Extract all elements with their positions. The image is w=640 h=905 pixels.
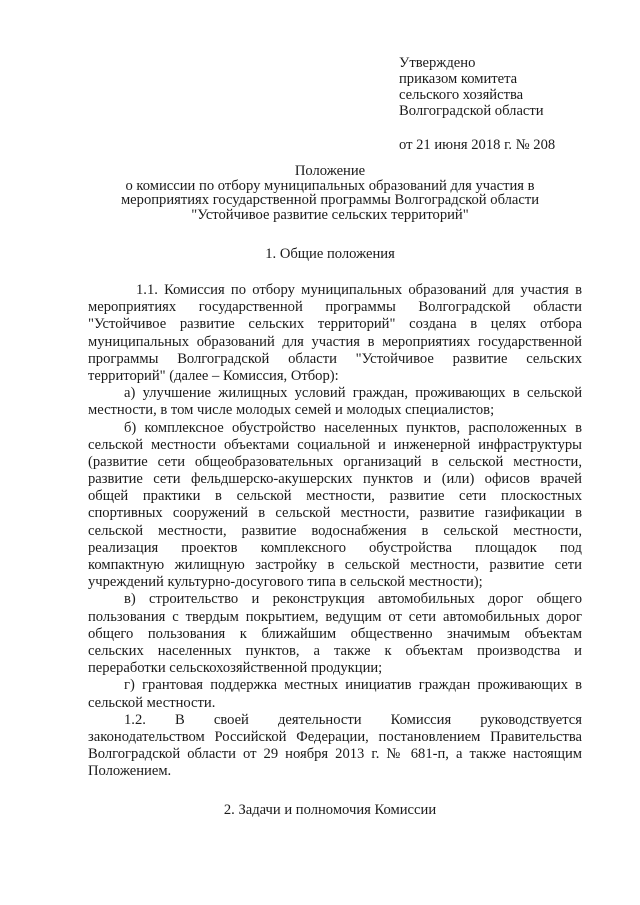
body-line: компактную жилищную застройку в сельской местности, развитие сети bbox=[88, 557, 582, 573]
body-line: муниципальных образований для участия в мероприятиях государственной bbox=[88, 333, 582, 350]
body-line: 1.2. В своей деятельности Комиссия руководствуется bbox=[124, 711, 582, 728]
body-line: б) комплексное обустройство населенных пунктов, расположенных в bbox=[124, 419, 582, 436]
body-line: общей практики в сельской местности, развитие сети плоскостных bbox=[88, 488, 582, 505]
body-line: развитие сети фельдшерско-акушерских пунктов и (или) офисов врачей bbox=[88, 471, 582, 488]
section-heading-general: 1. Общие положения bbox=[265, 246, 395, 262]
body-line: Волгоградской области от 29 ноября 2013 г. № 681-п, а также настоящим bbox=[88, 746, 582, 763]
body-line: а) улучшение жилищных условий граждан, проживающих в сельской bbox=[124, 385, 582, 402]
approval-line: сельского хозяйства bbox=[399, 87, 524, 103]
body-line: законодательством Российской Федерации, постановлением Правительства bbox=[88, 728, 582, 745]
body-line: Положением. bbox=[88, 763, 172, 780]
body-line: (развитие сети общеобразовательных организаций в сельской местности, bbox=[88, 453, 582, 470]
body-line: пользования с твердым покрытием, ведущим от сети автомобильных дорог bbox=[88, 608, 582, 625]
body-line: сельских населенных пунктов, а также к объектам производства и bbox=[88, 642, 582, 659]
body-line: учреждений культурно-досугового типа в сельской местности); bbox=[88, 574, 483, 591]
title-line: "Устойчивое развитие сельских территорий" bbox=[191, 206, 469, 223]
body-line: спортивных сооружений в сельской местности, развитие газификации в bbox=[88, 505, 582, 522]
document-body bbox=[88, 282, 582, 780]
body-line: общего пользования к ближайшим общественно значимым объектам bbox=[88, 625, 582, 642]
body-line: "Устойчивое развитие сельских территорий" создана в целях отбора bbox=[88, 316, 582, 333]
title-line: Положение bbox=[294, 163, 366, 179]
body-line: в) строительство и реконструкция автомобильных дорог общего bbox=[124, 591, 582, 608]
body-line: г) грантовая поддержка местных инициатив граждан проживающих в bbox=[124, 677, 582, 694]
body-line: переработки сельскохозяйственной продукции; bbox=[88, 660, 383, 677]
body-line: мероприятиях государственной программы Волгоградской области bbox=[88, 299, 582, 316]
title-line: мероприятиях государственной программы Волгоградской области bbox=[120, 192, 540, 208]
body-line: реализация проектов комплексного обустройства площадок под bbox=[88, 539, 582, 556]
body-line: программы Волгоградской области "Устойчивое развитие сельских bbox=[88, 350, 582, 367]
body-line: территорий" (далее – Комиссия, Отбор): bbox=[88, 367, 339, 384]
body-line: сельской местности, развитие водоснабжения в сельской местности, bbox=[88, 522, 582, 539]
body-line: 1.1. Комиссия по отбору муниципальных образований для участия в bbox=[136, 282, 582, 298]
approval-date: от 21 июня 2018 г. № 208 bbox=[399, 137, 556, 153]
body-line: сельской местности. bbox=[88, 694, 216, 711]
body-line: сельской местности объектами социальной и инженерной инфраструктуры bbox=[88, 436, 582, 453]
body-line: местности, в том числе молодых семей и молодых специалистов; bbox=[88, 402, 495, 419]
approval-line: Утверждено bbox=[399, 55, 476, 71]
title-line: о комиссии по отбору муниципальных образований для участия в bbox=[125, 177, 535, 194]
approval-block bbox=[399, 55, 619, 153]
document-title bbox=[60, 164, 600, 222]
approval-line: Волгоградской области bbox=[399, 103, 544, 119]
approval-line: приказом комитета bbox=[399, 71, 518, 87]
section-heading-tasks: 2. Задачи и полномочия Комиссии bbox=[223, 802, 437, 818]
